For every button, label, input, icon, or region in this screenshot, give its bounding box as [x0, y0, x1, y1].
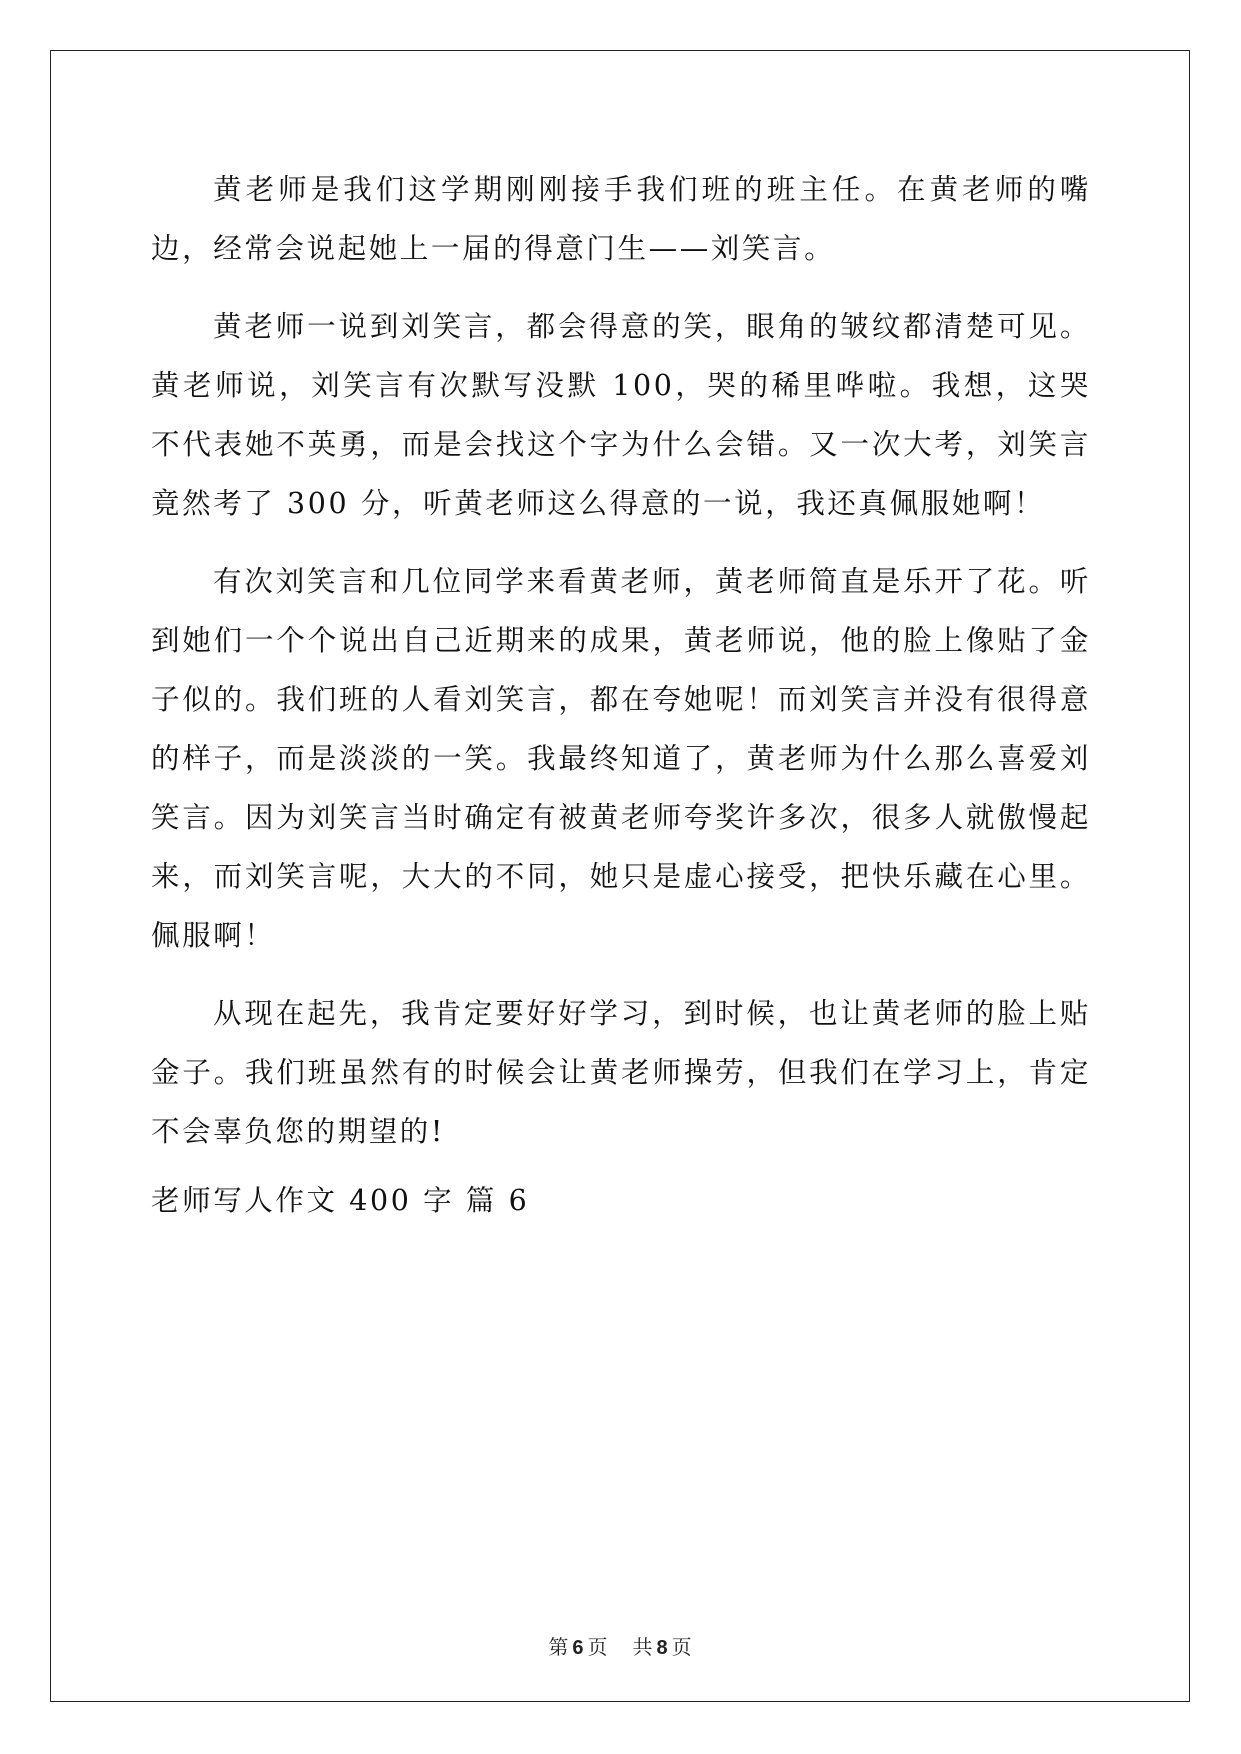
total-pages-number: 8 — [656, 1637, 669, 1659]
paragraph-2: 黄老师一说到刘笑言，都会得意的笑，眼角的皱纹都清楚可见。黄老师说，刘笑言有次默写没默 100，哭的稀里哗啦。我想，这哭不代表她不英勇，而是会找这个字为什么会错。又一次大考，刘笑言竟然考了 300 分，听黄老师这么得意的一说，我还真佩服她啊！ — [151, 310, 1091, 520]
paragraph-4: 从现在起先，我肯定要好好学习，到时候，也让黄老师的脸上贴金子。我们班虽然有的时候会让黄老师操劳，但我们在学习上，肯定不会辜负您的期望的! — [151, 997, 1091, 1148]
document-body — [151, 160, 1091, 1230]
section-heading: 老师写人作文 400 字 篇 6 — [151, 1184, 530, 1217]
footer-prefix: 第 — [548, 1635, 570, 1659]
footer-total-suffix: 页 — [671, 1635, 693, 1659]
footer-total-prefix: 共 — [632, 1635, 654, 1659]
paragraph-3: 有次刘笑言和几位同学来看黄老师，黄老师简直是乐开了花。听到她们一个个说出自己近期来的成果，黄老师说，他的脸上像贴了金子似的。我们班的人看刘笑言，都在夸她呢！而刘笑言并没有很得意的样子，而是淡淡的一笑。我最终知道了，黄老师为什么那么喜爱刘笑言。因为刘笑言当时确定有被黄老师夸奖许多次，很多人就傲慢起来，而刘笑言呢，大大的不同，她只是虚心接受，把快乐藏在心里。佩服啊！ — [151, 565, 1091, 952]
current-page-number: 6 — [572, 1637, 585, 1659]
footer-page-word: 页 — [587, 1635, 609, 1659]
paragraph-1: 黄老师是我们这学期刚刚接手我们班的班主任。在黄老师的嘴边，经常会说起她上一届的得意门生——刘笑言。 — [151, 173, 1091, 265]
page-footer — [0, 1631, 1241, 1660]
